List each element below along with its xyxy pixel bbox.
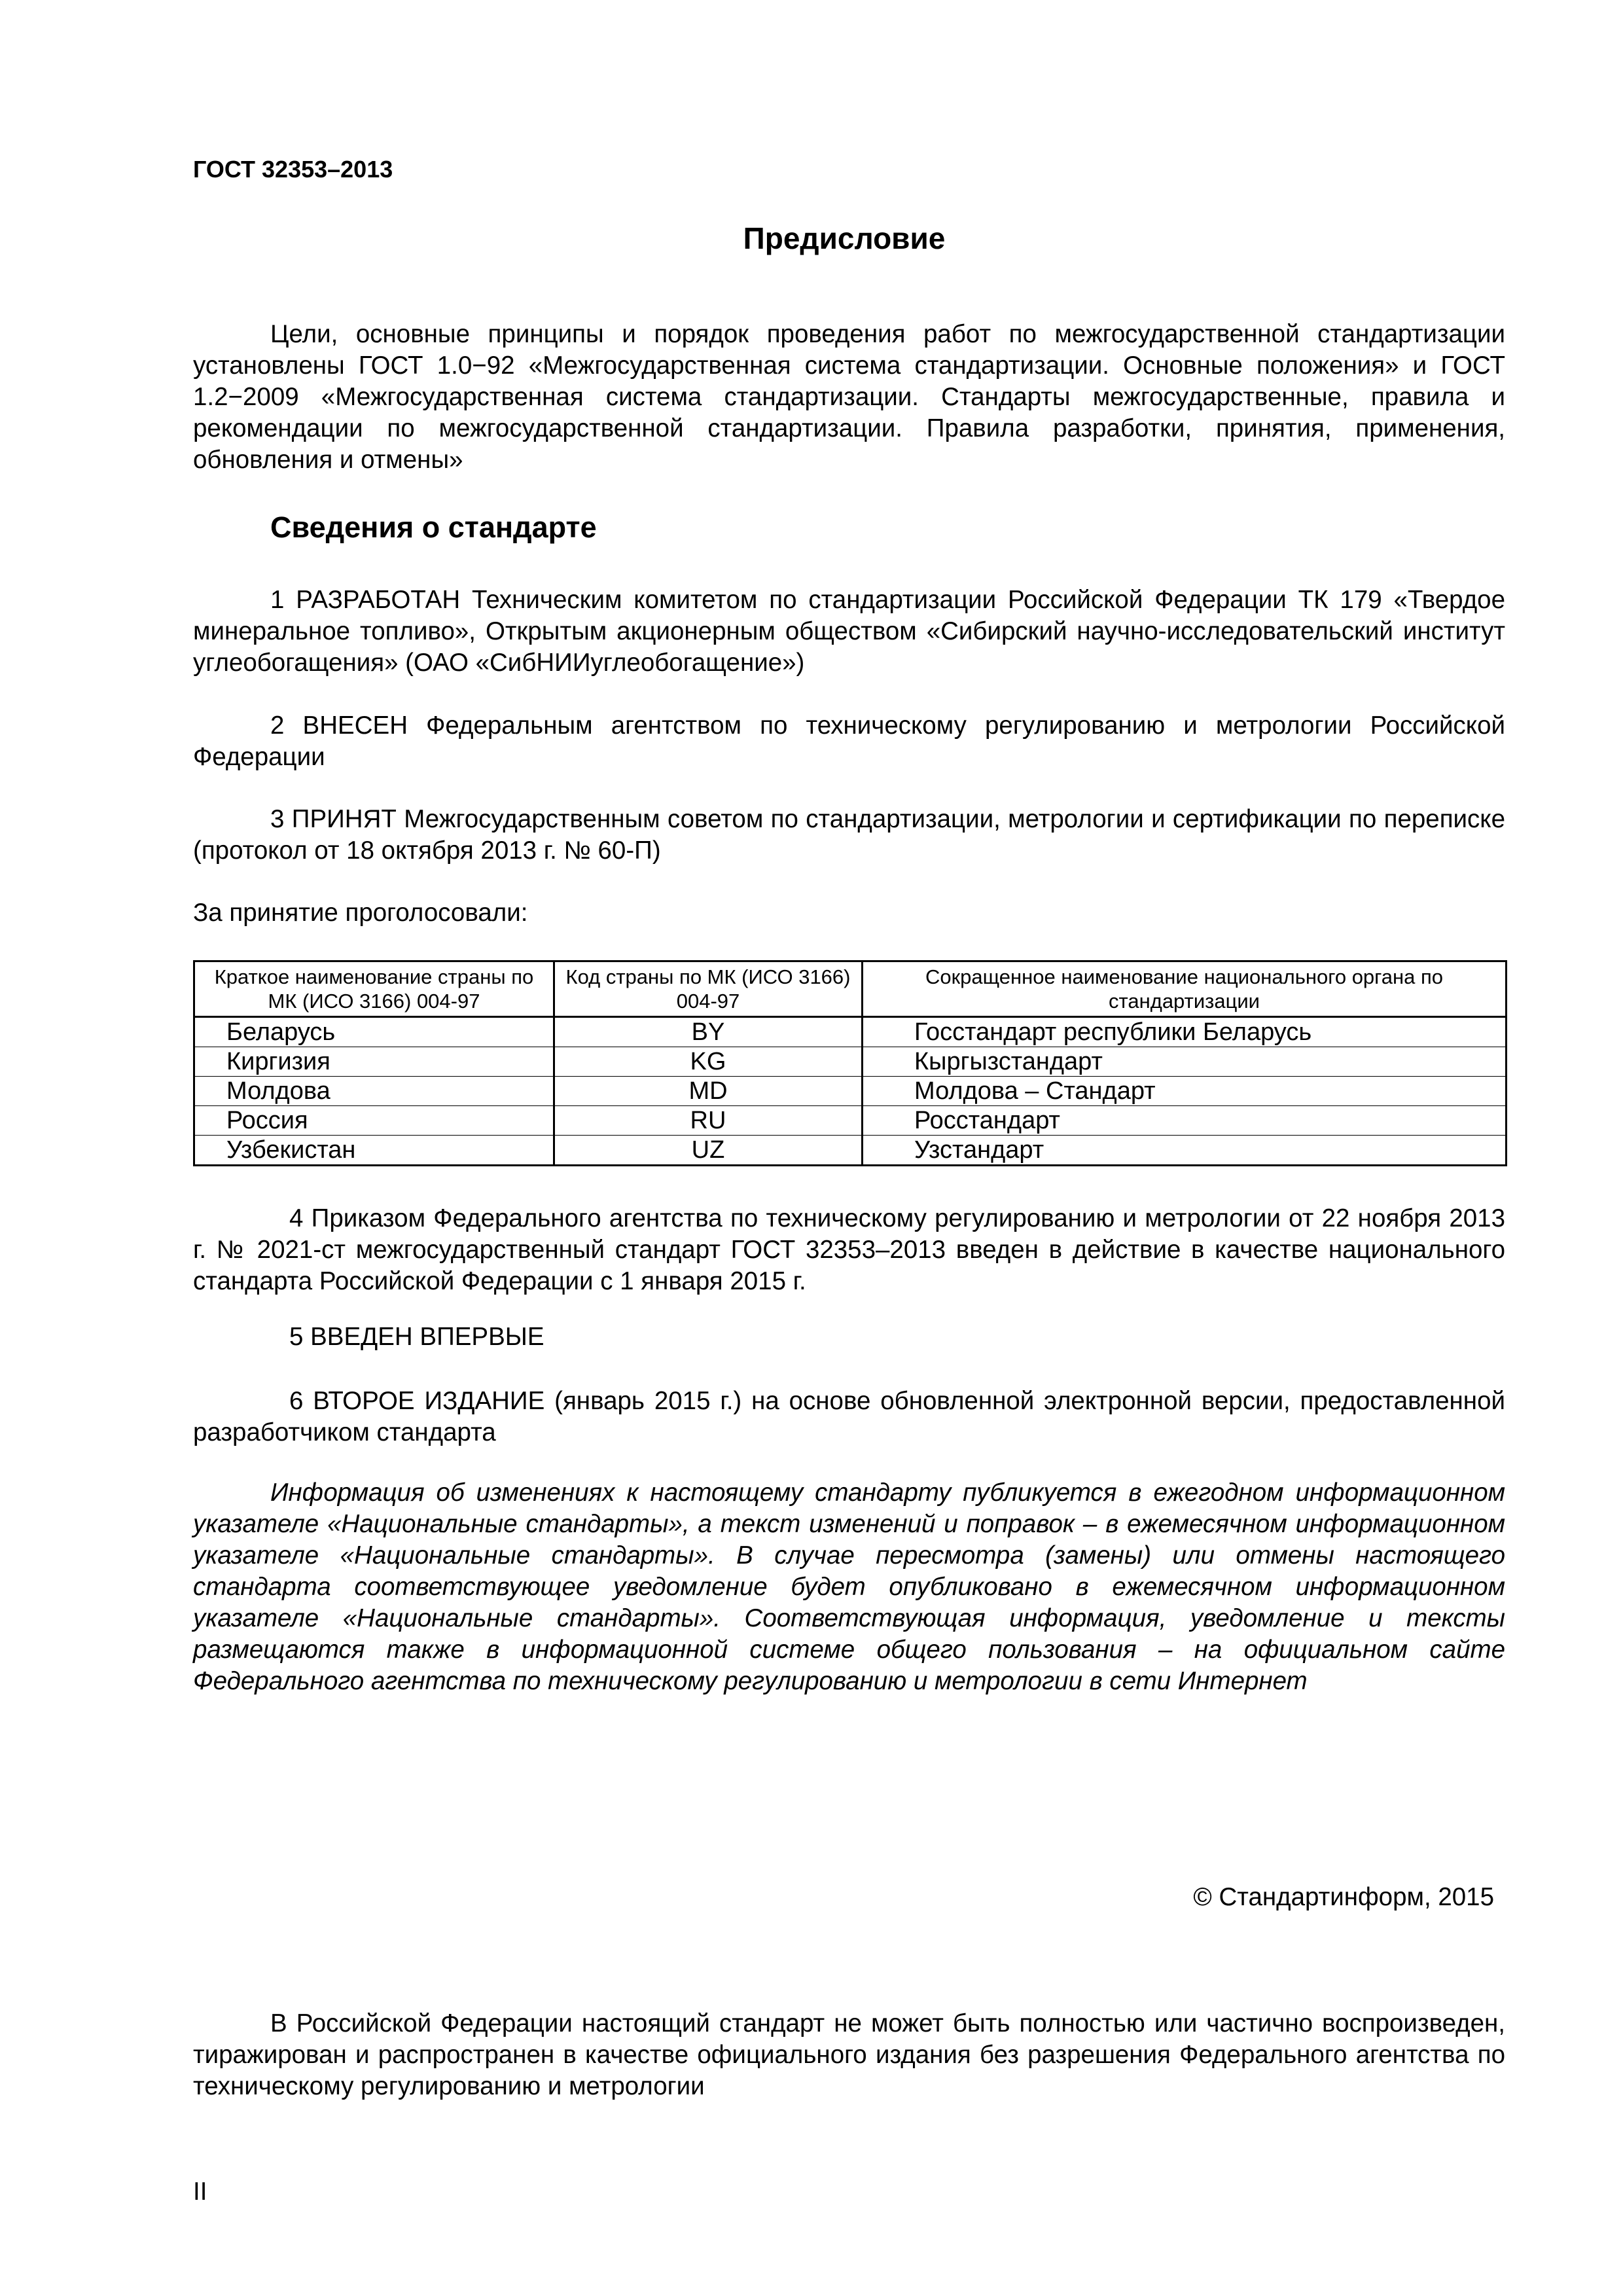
table-row	[194, 1017, 1507, 1047]
standards-body: Росстандарт	[863, 1106, 1507, 1136]
item-6-second-edition: 6 ВТОРОЕ ИЗДАНИЕ (январь 2015 г.) на основе обновленной электронной версии, предоставленной разработчиком стандарта	[193, 1387, 1505, 1446]
copyright-line: © Стандартинформ, 2015	[1193, 1883, 1494, 1911]
country-name: Киргизия	[194, 1047, 554, 1077]
table-row	[194, 1077, 1507, 1106]
intro-paragraph: Цели, основные принципы и порядок проведения работ по межгосударственной стандартизации установлены ГОСТ 1.0−92 «Межгосударственная система стандартизации. Основные положения» и ГОСТ 1.2−2009 «Межгосударственная система стандартизации. Стандарты межгосударственные, правила и рекомендации по межгосударственной стандартизации. Правила разработки, принятия, применения, обновления и отмены»	[193, 320, 1505, 474]
standards-body: Молдова – Стандарт	[863, 1077, 1507, 1106]
page-number: II	[193, 2178, 207, 2206]
item-2-submitted: 2 ВНЕСЕН Федеральным агентством по техническому регулированию и метрологии Российской Федерации	[193, 711, 1505, 771]
standards-body: Узстандарт	[863, 1136, 1507, 1166]
page-title: Предисловие	[743, 221, 946, 255]
country-name: Узбекистан	[194, 1136, 554, 1166]
country-name: Молдова	[194, 1077, 554, 1106]
country-name: Россия	[194, 1106, 554, 1136]
standards-body: Кыргызстандарт	[863, 1047, 1507, 1077]
item-1-developed: 1 РАЗРАБОТАН Техническим комитетом по стандартизации Российской Федерации ТК 179 «Твердое минеральное топливо», Открытым акционерным обществом «Сибирский научно-исследовательский институт углеобогащения» (ОАО «СибНИИуглеобогащение»)	[193, 586, 1505, 677]
section-heading: Сведения о стандарте	[270, 511, 597, 544]
reproduction-notice: В Российской Федерации настоящий стандарт не может быть полностью или частично воспроизведен, тиражирован и распространен в качестве официального издания без разрешения Федерального агентства по техническому регулированию и метрологии	[193, 2009, 1505, 2100]
item-5-introduced: 5 ВВЕДЕН ВПЕРВЫЕ	[289, 1323, 544, 1351]
country-code: MD	[554, 1077, 863, 1106]
country-code: KG	[554, 1047, 863, 1077]
voting-table	[193, 960, 1507, 1166]
table-row	[194, 1136, 1507, 1166]
country-code: UZ	[554, 1136, 863, 1166]
standards-body: Госстандарт республики Беларусь	[863, 1017, 1507, 1047]
country-code: BY	[554, 1017, 863, 1047]
table-row	[194, 1047, 1507, 1077]
column-header-country: Краткое наименование страны по МК (ИСО 3166) 004-97	[194, 961, 554, 1017]
column-header-body: Сокращенное наименование национального органа по стандартизации	[863, 961, 1507, 1017]
amendments-notice: Информация об изменениях к настоящему стандарту публикуется в ежегодном информационном указателе «Национальные стандарты», а текст изменений и поправок – в ежемесячном информационном указателе «Национальные стандарты». В случае пересмотра (замены) или отмены настоящего стандарта соответствующее уведомление будет опубликовано в ежемесячном информационном указателе «Национальные стандарты». Соответствующая информация, уведомление и тексты размещаются также в информационной системе общего пользования – на официальном сайте Федерального агентства по техническому регулированию и метрологии в сети Интернет	[193, 1479, 1505, 1695]
column-header-code: Код страны по МК (ИСО 3166) 004-97	[554, 961, 863, 1017]
table-header-row	[194, 961, 1507, 1017]
country-code: RU	[554, 1106, 863, 1136]
table-row	[194, 1106, 1507, 1136]
vote-label: За принятие проголосовали:	[193, 899, 528, 927]
item-3-adopted: 3 ПРИНЯТ Межгосударственным советом по стандартизации, метрологии и сертификации по переписке (протокол от 18 октября 2013 г. № 60-П)	[193, 805, 1505, 865]
document-code: ГОСТ 32353–2013	[193, 156, 393, 183]
country-name: Беларусь	[194, 1017, 554, 1047]
item-4-order: 4 Приказом Федерального агентства по техническому регулированию и метрологии от 22 ноября 2013 г. № 2021-ст межгосударственный стандарт ГОСТ 32353–2013 введен в действие в качестве национального стандарта Российской Федерации с 1 января 2015 г.	[193, 1204, 1505, 1295]
